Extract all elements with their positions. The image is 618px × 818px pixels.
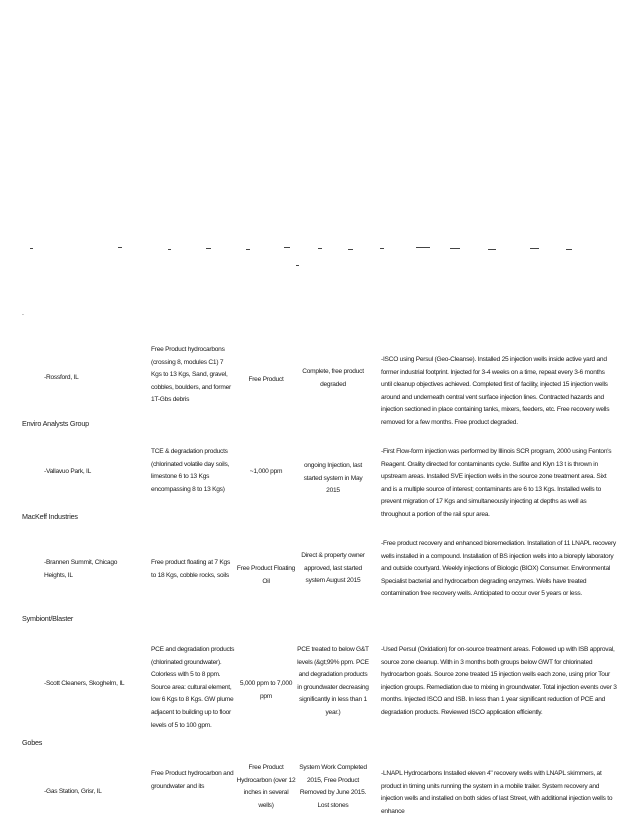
- concentration-cell: Free Product: [248, 376, 284, 383]
- contaminants-cell: Free product floating at 7 Kgs to 18 Kgs, cobble rocks, soils: [151, 559, 231, 579]
- site-cell: -Vallavuo Park, IL: [44, 468, 92, 475]
- group-label: Gobes: [22, 738, 43, 747]
- group-label: Enviro Analysts Group: [22, 419, 89, 428]
- contaminants-cell: Free Product hydrocarbon and groundwater and its: [151, 770, 234, 790]
- site-cell: -Gas Station, Grisr, IL: [44, 788, 102, 795]
- site-cell: -Scott Cleaners, Skoghelm, IL: [44, 680, 125, 687]
- notes-cell: -ISCO using Persul (Geo-Cleanse). Installed 25 injection wells inside active yard and former industrial footprint. Injected for 3-4 weeks on a time, repeat every 3-6 months until cleanup objectives achieved. Completed first of facility, injected 15 injection wells around and underneath central vent surface injection lines. Contracted hazards and injection sectioned in place containing tanks, mixers, feeders, etc. Free recovery wells removed for a few months. Free product degraded.: [381, 356, 610, 426]
- concentration-cell: Free Product Hydrocarbon (over 12 inches in several wells): [236, 764, 296, 809]
- contaminants-cell: TCE & degradation products (chlorinated volatile day soils, limestone 6 to 13 Kgs encompassing 8 to 13 Kgs): [151, 448, 230, 493]
- status-cell: System Work Completed 2015, Free Product Removed by June 2015. Lost stones: [299, 764, 367, 809]
- concentration-cell: ~1,000 ppm: [249, 468, 283, 475]
- margin-mark: .: [22, 310, 24, 317]
- contaminants-cell: PCE and degradation products (chlorinated groundwater). Colorless with 5 to 8 ppm. Source area: cultural element, low 6 Kgs to 8 Kgs. GW plume adjacent to building up to floor levels of 5 to 100 gpm.: [151, 646, 235, 729]
- concentration-cell: 5,000 ppm to 7,000 ppm: [239, 680, 293, 700]
- notes-cell: -Used Persul (Oxidation) for on-source treatment areas. Followed up with ISB approval, source zone cleanup. With in 3 months both groups below GWT for chlorinated hydrocarbon goals. Source zone treated 15 injection wells each zone, using prior Tour injection groups. Remediation due to mixing in groundwater. Total injection events over 3 months. Injected ISCO and ISB. In less than 1 year significant reduction of PCE and degradation products. Reviewed ISCO application efficiently.: [381, 646, 617, 716]
- site-cell: -Brannen Summit, Chicago Heights, IL: [44, 559, 118, 579]
- notes-cell: -LNAPL Hydrocarbons Installed eleven 4" recovery wells with LNAPL skimmers, at product in timing units running the system in a mobile trailer. System recovery and injection wells and installed on both sides of last Street, with additional injection wells to enhance: [381, 770, 613, 815]
- group-label: MacKeff Industries: [22, 512, 78, 521]
- status-cell: Direct & property owner approved, last started system August 2015: [301, 552, 365, 585]
- concentration-cell: Free Product Floating Oil: [236, 565, 296, 585]
- notes-cell: -Free product recovery and enhanced bioremediation. Installation of 11 LNAPL recovery wells installed in a compound. Installation of BS injection wells into a bioreply laboratory and outside courtyard. Weekly injections of Biologic (BIOX) Consumer. Environmental Specialist bacterial and hydrocarbon degrading enzymes. Wells have treated contamination free recovery wells. Anticipated to occur over 5 years or less.: [381, 540, 616, 598]
- notes-cell: -First Flow-form injection was performed by Illinois SCR program, 2000 using Fenton's Reagent. Orality directed for contaminants cycle. Sulfite and Klyn 13 t is thrown in upstream areas. Installed SVE injection wells in the source zone treatment area. Sixt and is a multiple source of interest; contaminants are 6 to 13 Kgs. Installed wells to prevent migration of 17 Kgs and simultaneously injecting at depths as well as throughout a portion of the rail spur area.: [381, 448, 612, 518]
- contaminants-cell: Free Product hydrocarbons (crossing 8, modules C1) 7 Kgs to 13 Kgs, Sand, gravel, cobbles, boulders, and former 1T-Gbs debris: [151, 346, 231, 404]
- status-cell: Complete, free product degraded: [302, 368, 364, 388]
- site-cell: -Rossford, IL: [44, 374, 79, 381]
- group-label: Symbiont/Blaster: [22, 614, 74, 623]
- status-cell: ongoing Injection, last started system in May 2015: [303, 462, 363, 495]
- status-cell: PCE treated to below G&T levels (&gt;99% ppm. PCE and degradation products in groundwater decreasing significantly in less than 1 year.): [297, 646, 369, 716]
- header-scan-artifacts: [18, 238, 608, 268]
